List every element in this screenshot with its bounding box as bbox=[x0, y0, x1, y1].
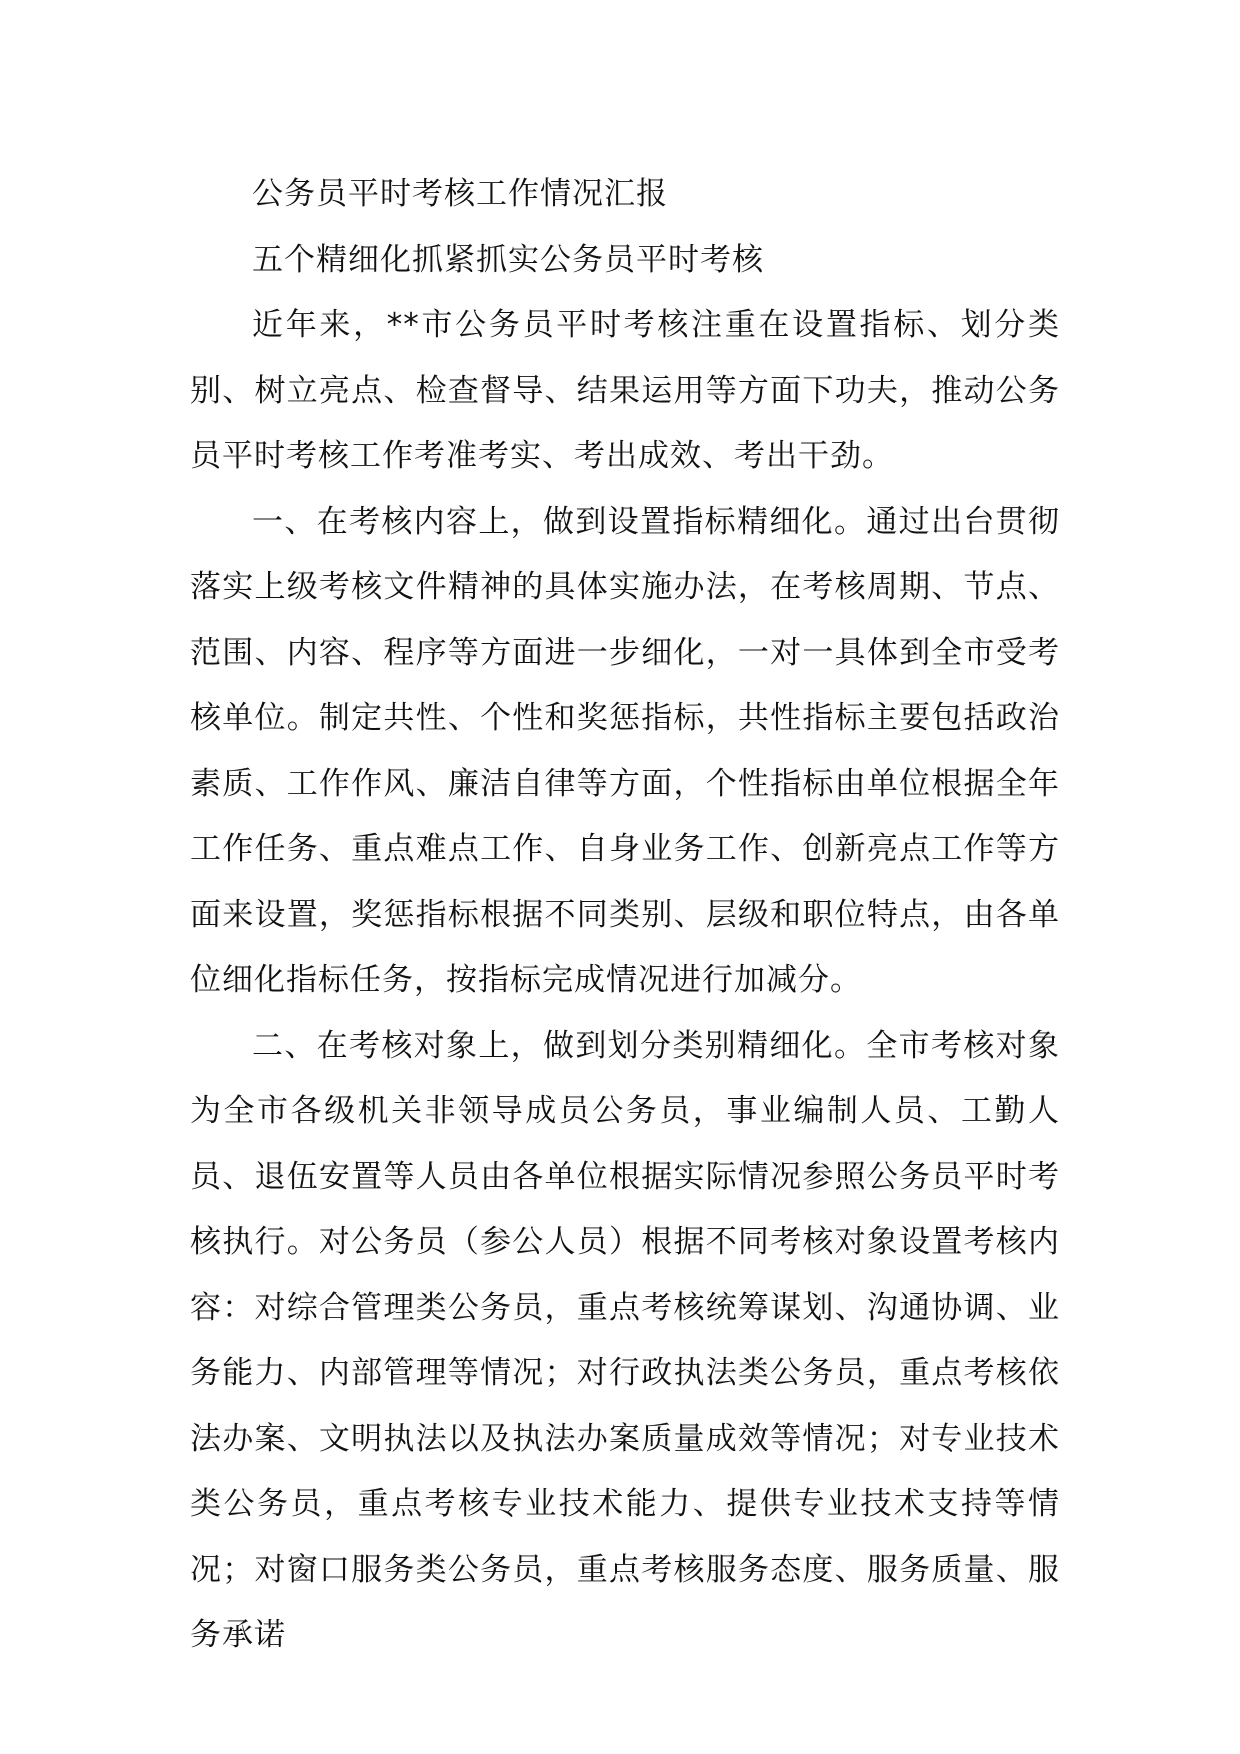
document-subtitle: 五个精细化抓紧抓实公务员平时考核 bbox=[252, 241, 764, 278]
document-body bbox=[190, 162, 1060, 1669]
document-title: 公务员平时考核工作情况汇报 bbox=[252, 176, 668, 212]
section-1-paragraph: 一、在考核内容上，做到设置指标精细化。通过出台贯彻落实上级考核文件精神的具体实施办法，在考核周期、节点、范围、内容、程序等方面进一步细化，一对一具体到全市受考核单位。制定共性、个性和奖惩指标，共性指标主要包括政治素质、工作作风、廉洁自律等方面，个性指标由单位根据全年工作任务、重点难点工作、自身业务工作、创新亮点工作等方面来设置，奖惩指标根据不同类别、层级和职位特点，由各单位细化指标任务，按指标完成情况进行加减分。 bbox=[190, 503, 1060, 998]
intro-paragraph: 近年来，**市公务员平时考核注重在设置指标、划分类别、树立亮点、检查督导、结果运用等方面下功夫，推动公务员平时考核工作考准考实、考出成效、考出干劲。 bbox=[190, 307, 1060, 474]
section-2-paragraph: 二、在考核对象上，做到划分类别精细化。全市考核对象为全市各级机关非领导成员公务员，事业编制人员、工勤人员、退伍安置等人员由各单位根据实际情况参照公务员平时考核执行。对公务员（参公人员）根据不同考核对象设置考核内容：对综合管理类公务员，重点考核统筹谋划、沟通协调、业务能力、内部管理等情况；对行政执法类公务员，重点考核依法办案、文明执法以及执法办案质量成效等情况；对专业技术类公务员，重点考核专业技术能力、提供专业技术支持等情况；对窗口服务类公务员，重点考核服务态度、服务质量、服务承诺 bbox=[190, 1027, 1060, 1653]
